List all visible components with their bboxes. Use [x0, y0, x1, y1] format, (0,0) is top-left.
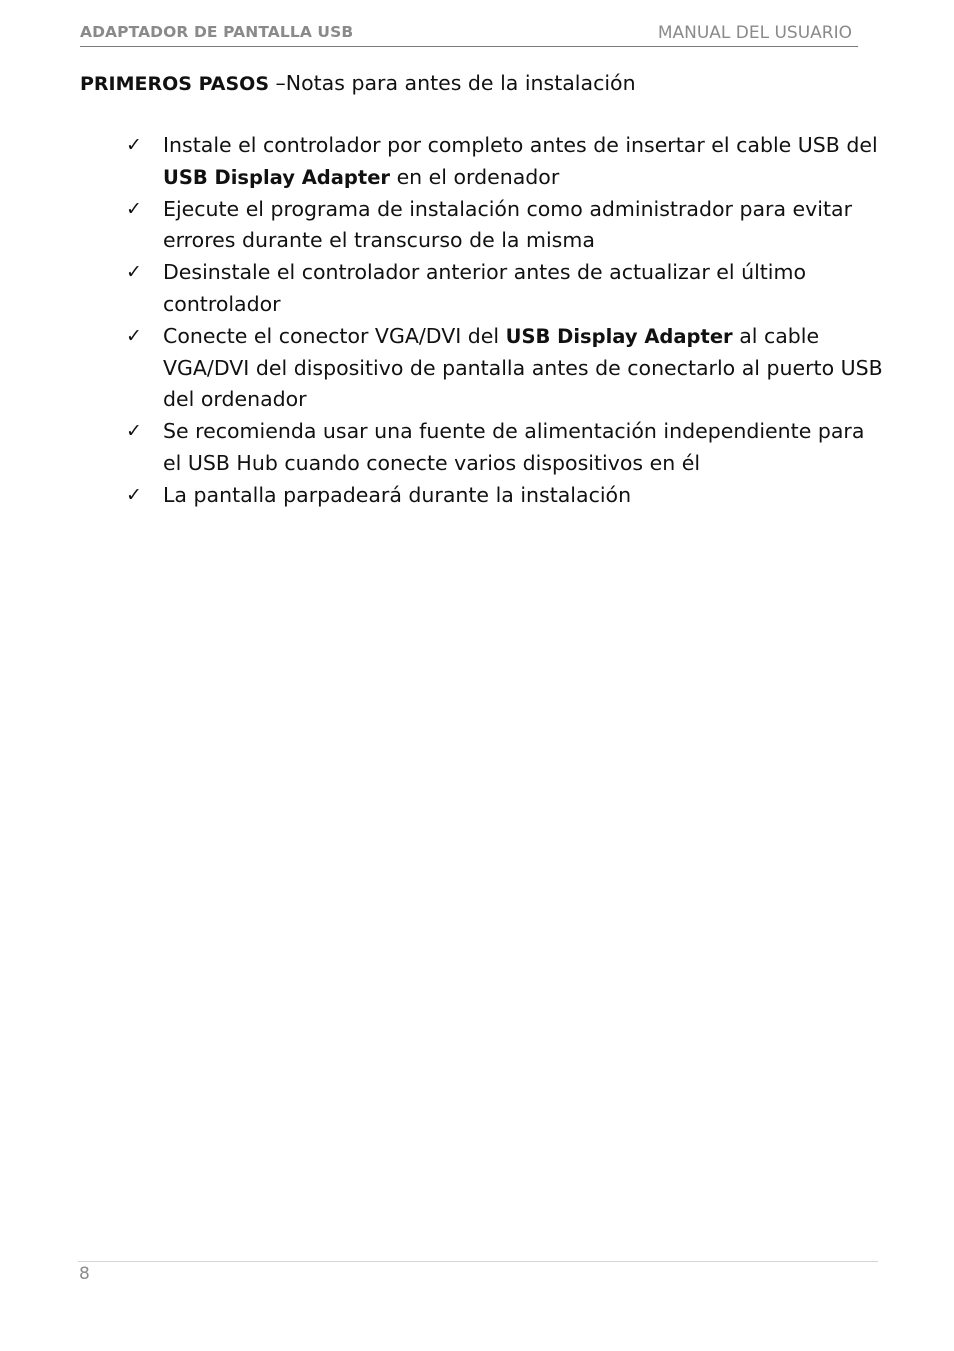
checklist-item-text: Ejecute el programa de instalación como administrador para evitar errores durante el transcurso de la misma [163, 196, 853, 253]
checklist-item-text: Conecte el conector VGA/DVI del [163, 323, 506, 348]
checklist-item-text: Instale el controlador por completo antes de insertar el cable USB del [163, 133, 878, 157]
checklist-item [0, 416, 883, 480]
checkmark-icon: ✓ [126, 324, 142, 347]
checklist-item [0, 480, 883, 512]
checklist-item-text: La pantalla parpadeará durante la instalación [163, 482, 632, 507]
checkmark-icon: ✓ [126, 197, 142, 220]
footer-divider [78, 1261, 878, 1262]
product-name: USB Display Adapter [163, 165, 391, 189]
checklist-item-text: en el ordenador [390, 164, 560, 189]
checklist-item [0, 130, 883, 194]
header-title: ADAPTADOR DE PANTALLA USB [80, 23, 354, 41]
checklist-item-text: Desinstale el controlador anterior antes de actualizar el último controlador [163, 260, 807, 316]
checklist-item [0, 257, 883, 321]
page-header [80, 22, 858, 47]
checkmark-icon: ✓ [126, 261, 142, 284]
page-number: 8 [79, 1264, 90, 1284]
checklist [0, 130, 954, 512]
checklist-item-text: Se recomienda usar una fuente de alimentación independiente para el USB Hub cuando conecte varios dispositivos en él [163, 419, 865, 475]
checklist-item [0, 321, 883, 416]
checkmark-icon: ✓ [126, 420, 142, 443]
header-manual-label: MANUAL DEL USUARIO [657, 23, 852, 43]
checkmark-icon: ✓ [126, 483, 142, 506]
checkmark-icon: ✓ [126, 134, 142, 156]
section-heading [80, 70, 636, 97]
checklist-item [0, 194, 883, 258]
section-heading-bold: PRIMEROS PASOS [80, 73, 269, 95]
checklist-item-text: al cable VGA/DVI del dispositivo de pantalla antes de conectarlo al puerto USB del ordenador [163, 323, 883, 412]
product-name: USB Display Adapter [505, 324, 733, 348]
section-heading-text: –Notas para antes de la instalación [269, 71, 636, 95]
